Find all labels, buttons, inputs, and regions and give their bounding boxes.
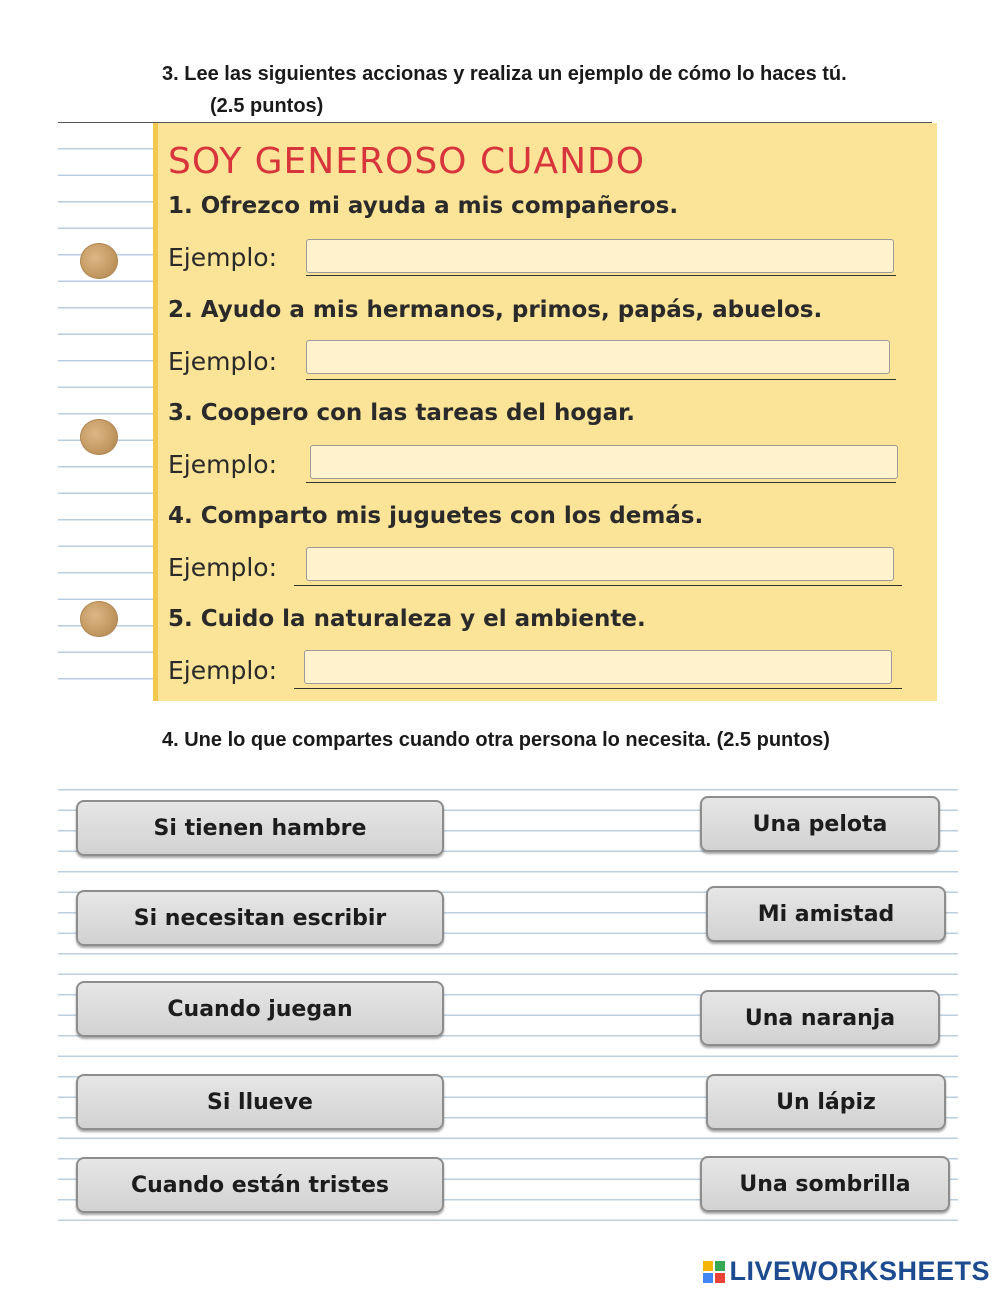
logo-square [703,1273,713,1283]
logo-squares-icon [703,1261,725,1283]
match-right-2[interactable]: Mi amistad [706,886,946,942]
example-label: Ejemplo: [168,347,278,376]
punch-hole [80,601,118,637]
match-left-4[interactable]: Si llueve [76,1074,444,1130]
example-label: Ejemplo: [168,450,278,479]
match-left-1[interactable]: Si tienen hambre [76,800,444,856]
match-right-3[interactable]: Una naranja [700,990,940,1046]
logo-square [715,1261,725,1271]
action-item-4: 4. Comparto mis juguetes con los demás. [168,503,704,529]
example-input-3[interactable] [310,445,898,479]
example-label: Ejemplo: [168,656,278,685]
q4-title: 4. Une lo que compartes cuando otra persona lo necesita. (2.5 puntos) [162,729,830,751]
card-title: SOY GENEROSO CUANDO [168,141,646,182]
example-input-4[interactable] [306,547,894,581]
answer-line [294,688,902,689]
answer-line [306,482,896,483]
punch-hole [80,243,118,279]
q3-title: 3. Lee las siguientes accionas y realiza un ejemplo de cómo lo haces tú. [162,63,847,85]
logo-square [715,1273,725,1283]
action-item-5: 5. Cuido la naturaleza y el ambiente. [168,606,646,632]
q3-points: (2.5 puntos) [210,95,324,117]
matching-area [58,770,958,1230]
liveworksheets-logo [703,1256,990,1287]
action-item-2: 2. Ayudo a mis hermanos, primos, papás, abuelos. [168,297,823,323]
match-right-5[interactable]: Una sombrilla [700,1156,950,1212]
action-item-1: 1. Ofrezco mi ayuda a mis compañeros. [168,193,679,219]
brand-name: LIVEWORKSHEETS [729,1256,990,1286]
punch-hole [80,419,118,455]
logo-square [703,1261,713,1271]
example-label: Ejemplo: [168,553,278,582]
match-right-4[interactable]: Un lápiz [706,1074,946,1130]
action-item-3: 3. Coopero con las tareas del hogar. [168,400,635,426]
match-right-1[interactable]: Una pelota [700,796,940,852]
match-left-2[interactable]: Si necesitan escribir [76,890,444,946]
example-input-2[interactable] [306,340,890,374]
example-label: Ejemplo: [168,243,278,272]
notebook-sheet [58,122,932,701]
answer-line [294,585,902,586]
match-left-5[interactable]: Cuando están tristes [76,1157,444,1213]
example-input-5[interactable] [304,650,892,684]
answer-line [306,275,896,276]
example-input-1[interactable] [306,239,894,273]
generosity-card [153,123,937,701]
answer-line [306,379,896,380]
match-left-3[interactable]: Cuando juegan [76,981,444,1037]
